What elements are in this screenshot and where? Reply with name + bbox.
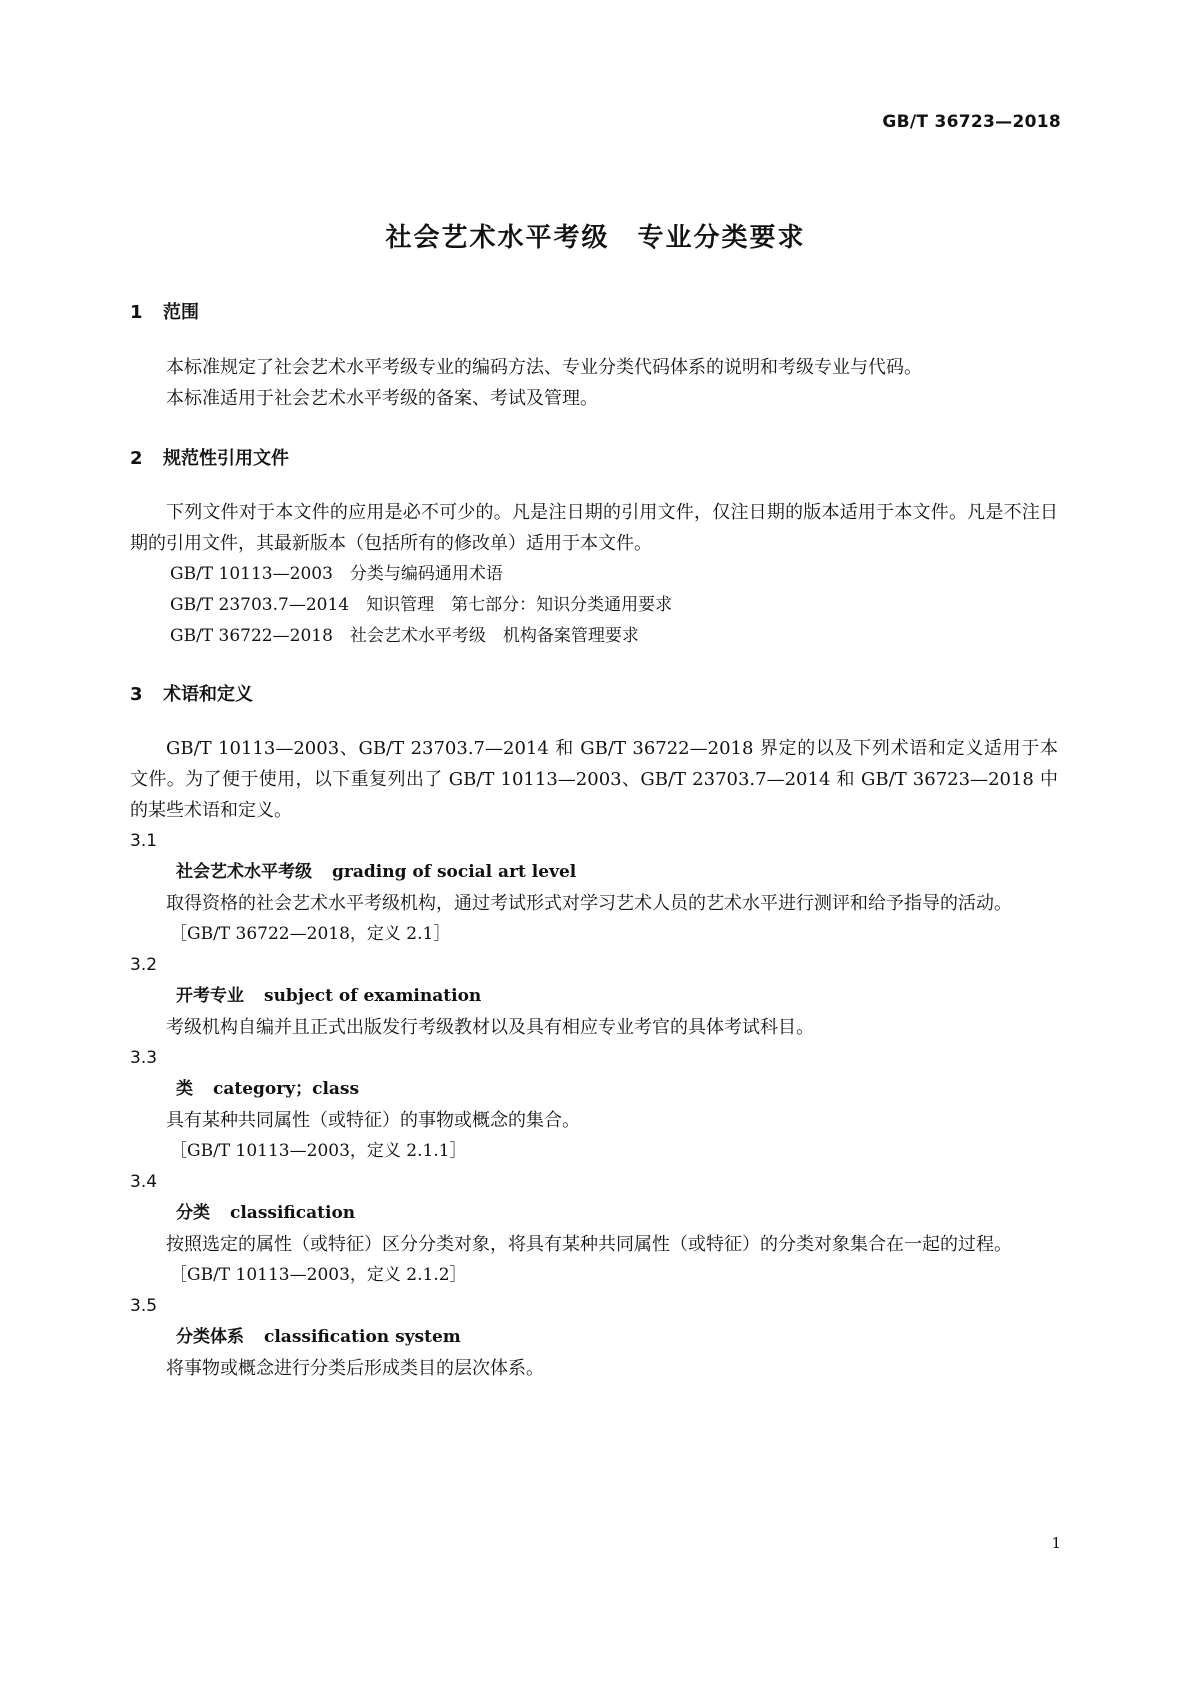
term-name-zh: 社会艺术水平考级 (176, 862, 312, 882)
normative-reference: GB/T 23703.7—2014 知识管理 第七部分：知识分类通用要求 (170, 595, 673, 615)
term-name-en: subject of examination (264, 986, 482, 1006)
paragraph: 本标准规定了社会艺术水平考级专业的编码方法、专业分类代码体系的说明和考级专业与代码。 (166, 357, 922, 378)
section-title: 规范性引用文件 (163, 448, 289, 469)
term-name-en: classification (230, 1203, 356, 1223)
term-definition: 按照选定的属性（或特征）区分分类对象，将具有某种共同属性（或特征）的分类对象集合在一起的过程。 (166, 1234, 1012, 1255)
term-source: ［GB/T 36722—2018，定义 2.1］ (170, 924, 451, 944)
term-definition: 考级机构自编并且正式出版发行考级教材以及具有相应专业考官的具体考试科目。 (166, 1017, 814, 1038)
term-entry (130, 1043, 1058, 1167)
normative-reference: GB/T 10113—2003 分类与编码通用术语 (170, 564, 503, 584)
term-name-zh: 分类体系 (176, 1327, 244, 1347)
term-number: 3.5 (130, 1296, 158, 1316)
term-name (130, 1198, 1058, 1229)
term-number: 3.3 (130, 1048, 158, 1068)
term-source: ［GB/T 10113—2003，定义 2.1.2］ (170, 1265, 467, 1285)
section-number: 3 (130, 684, 143, 705)
term-entry (130, 950, 1058, 1043)
term-name-en: grading of social art level (332, 862, 577, 882)
section-3-body (130, 733, 1058, 1384)
term-name-zh: 类 (176, 1079, 193, 1099)
section-1-heading (130, 298, 1058, 324)
paragraph: GB/T 10113—2003、GB/T 23703.7—2014 和 GB/T 36722—2018 界定的以及下列术语和定义适用于本文件。为了便于使用，以下重复列出了 GB/T 10113—2003、GB/T 23703.7—2014 和 GB/T 36723—2018 中的某些术语和定义。 (130, 738, 1058, 821)
term-number: 3.4 (130, 1172, 158, 1192)
term-number: 3.1 (130, 831, 158, 851)
term-definition: 具有某种共同属性（或特征）的事物或概念的集合。 (166, 1110, 580, 1131)
term-name-zh: 开考专业 (176, 986, 244, 1006)
section-number: 1 (130, 302, 143, 323)
term-number: 3.2 (130, 955, 158, 975)
term-source: ［GB/T 10113—2003，定义 2.1.1］ (170, 1141, 467, 1161)
section-title: 术语和定义 (163, 684, 253, 705)
paragraph: 下列文件对于本文件的应用是必不可少的。凡是注日期的引用文件，仅注日期的版本适用于本文件。凡是不注日期的引用文件，其最新版本（包括所有的修改单）适用于本文件。 (130, 502, 1058, 554)
page-number: 1 (1051, 1534, 1061, 1552)
section-2-heading (130, 444, 1058, 470)
document-title: 社会艺术水平考级 专业分类要求 (385, 223, 806, 253)
term-name (130, 1074, 1058, 1105)
term-definition: 取得资格的社会艺术水平考级机构，通过考试形式对学习艺术人员的艺术水平进行测评和给予指导的活动。 (166, 893, 1012, 914)
term-name-en: category；class (213, 1079, 360, 1099)
normative-reference: GB/T 36722—2018 社会艺术水平考级 机构备案管理要求 (170, 626, 639, 646)
term-entry (130, 1167, 1058, 1291)
term-entry (130, 826, 1058, 950)
term-name (130, 1322, 1058, 1353)
section-2-body (130, 497, 1058, 652)
section-3-heading (130, 680, 1058, 706)
term-name-en: classification system (264, 1327, 461, 1347)
term-name (130, 857, 1058, 888)
section-number: 2 (130, 448, 143, 469)
term-name (130, 981, 1058, 1012)
term-name-zh: 分类 (176, 1203, 210, 1223)
term-definition: 将事物或概念进行分类后形成类目的层次体系。 (166, 1358, 544, 1379)
paragraph: 本标准适用于社会艺术水平考级的备案、考试及管理。 (166, 388, 598, 409)
term-entry (130, 1291, 1058, 1384)
section-title: 范围 (163, 302, 199, 323)
section-1-body (130, 352, 1058, 414)
standard-code-header: GB/T 36723—2018 (882, 112, 1061, 132)
